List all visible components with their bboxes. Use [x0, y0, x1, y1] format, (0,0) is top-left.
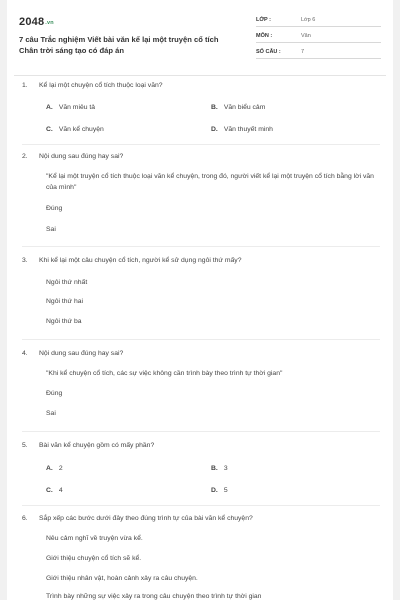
- meta-value: Lớp 6: [301, 17, 316, 23]
- option-letter: C.: [46, 126, 53, 133]
- option-b[interactable]: [211, 104, 265, 111]
- option-text: 2: [58, 465, 63, 472]
- question-number: 5.: [22, 442, 28, 449]
- ordering-step[interactable]: Nêu cảm nghĩ về truyện vừa kể.: [46, 535, 143, 542]
- option-b[interactable]: [211, 465, 228, 472]
- question-separator: [22, 144, 380, 145]
- option-text: 5: [223, 487, 228, 494]
- meta-key: SỐ CÂU :: [256, 49, 281, 55]
- option-letter: A.: [46, 104, 53, 111]
- document-page: [7, 0, 393, 600]
- answer-option[interactable]: Ngôi thứ hai: [46, 298, 84, 305]
- option-a[interactable]: [46, 104, 95, 111]
- option-letter: D.: [211, 126, 218, 133]
- logo-main: 2048: [19, 16, 45, 28]
- answer-option[interactable]: Ngôi thứ ba: [46, 318, 82, 325]
- question-text: Kể lại một chuyện cổ tích thuộc loại văn?: [39, 82, 163, 89]
- document-header: [19, 12, 381, 74]
- option-text: Văn biểu cảm: [223, 104, 266, 111]
- option-d[interactable]: [211, 126, 273, 133]
- question-separator: [22, 246, 380, 247]
- question-text: Nội dung sau đúng hay sai?: [39, 153, 124, 160]
- answer-option[interactable]: Ngôi thứ nhất: [46, 279, 88, 286]
- question-number: 2.: [22, 153, 28, 160]
- option-letter: A.: [46, 465, 53, 472]
- option-letter: B.: [211, 465, 218, 472]
- question-text: Khi kể lại một câu chuyện cổ tích, người kể sử dụng ngôi thứ mấy?: [39, 257, 242, 264]
- answer-false[interactable]: Sai: [46, 410, 56, 417]
- logo-suffix: .vn: [45, 20, 54, 26]
- ordering-step[interactable]: Giới thiệu chuyện cổ tích sẽ kể.: [46, 555, 142, 562]
- question-separator: [22, 505, 380, 506]
- option-a[interactable]: [46, 465, 63, 472]
- option-letter: B.: [211, 104, 218, 111]
- question-number: 6.: [22, 515, 28, 522]
- option-text: 4: [58, 487, 63, 494]
- option-letter: C.: [46, 487, 53, 494]
- question-statement: "Khi kể chuyện cổ tích, các sự việc không cần trình bày theo trình tự thời gian": [46, 370, 283, 377]
- option-text: 3: [223, 465, 228, 472]
- option-c[interactable]: [46, 126, 104, 133]
- question-separator: [22, 339, 380, 340]
- meta-count: [256, 46, 381, 59]
- question-text: Sắp xếp các bước dưới đây theo đúng trình tự của bài văn kể chuyện?: [39, 515, 253, 522]
- option-c[interactable]: [46, 487, 63, 494]
- option-text: Văn miêu tả: [58, 104, 96, 111]
- meta-subject: [256, 30, 381, 43]
- option-text: Văn kể chuyện: [58, 126, 104, 133]
- meta-grade: [256, 14, 381, 27]
- header-divider: [14, 75, 386, 76]
- answer-false[interactable]: Sai: [46, 226, 56, 233]
- meta-key: LỚP :: [256, 17, 271, 23]
- question-number: 3.: [22, 257, 28, 264]
- question-number: 1.: [22, 82, 28, 89]
- option-text: Văn thuyết minh: [223, 126, 273, 133]
- meta-value: 7: [301, 49, 305, 55]
- answer-true[interactable]: Đúng: [46, 390, 63, 397]
- question-text: Nội dung sau đúng hay sai?: [39, 350, 124, 357]
- site-logo[interactable]: [19, 16, 54, 28]
- meta-key: MÔN :: [256, 33, 273, 39]
- ordering-step[interactable]: Trình bày những sự việc xảy ra trong câu chuyện theo trình tự thời gian: [46, 593, 262, 600]
- document-title: 7 câu Trắc nghiệm Viết bài văn kể lại một truyện cổ tích Chân trời sáng tạo có đáp án: [19, 35, 219, 55]
- question-statement: "Kể lại một truyện cổ tích thuộc loại văn kể chuyện, trong đó, người viết kể lại một truyện cổ tích bằng lời văn của mình": [46, 173, 374, 191]
- option-letter: D.: [211, 487, 218, 494]
- answer-true[interactable]: Đúng: [46, 205, 63, 212]
- question-text: Bài văn kể chuyện gồm có mấy phần?: [39, 442, 155, 449]
- question-separator: [22, 431, 380, 432]
- ordering-step[interactable]: Giới thiệu nhân vật, hoàn cảnh xảy ra câu chuyện.: [46, 575, 198, 582]
- option-d[interactable]: [211, 487, 228, 494]
- question-number: 4.: [22, 350, 28, 357]
- meta-value: Văn: [301, 33, 311, 39]
